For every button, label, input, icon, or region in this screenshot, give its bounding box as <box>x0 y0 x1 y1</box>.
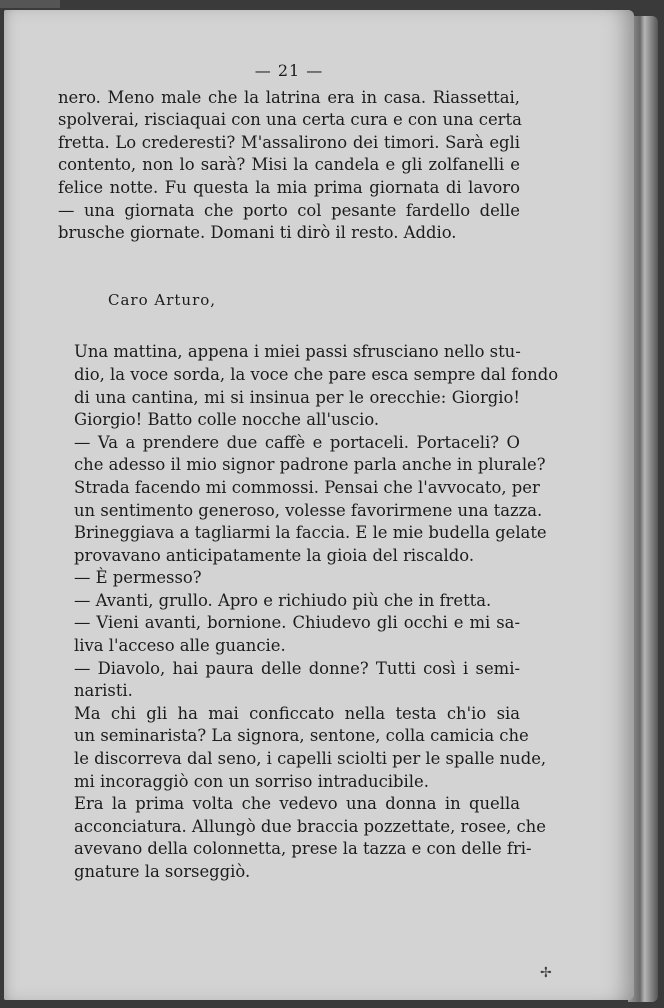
salutation: Caro Arturo, <box>108 290 217 309</box>
page-text <box>58 60 559 884</box>
paragraph <box>58 703 547 793</box>
text-line: fretta. Lo crederesti? M'assalirono dei timori. Sarà egli <box>58 132 520 152</box>
text-line: — una giornata che porto col pesante fardello delle <box>58 200 520 220</box>
text-line: brusche giornate. Domani ti dirò il resto. Addio. <box>58 223 457 243</box>
text-line: Ma chi gli ha mai conficcato nella testa ch'io sia <box>74 703 520 723</box>
text-line: — Avanti, grullo. Apro e richiudo più che in fretta. <box>74 590 492 610</box>
text-line: — È permesso? <box>74 568 202 588</box>
text-line: Era la prima volta che vedevo una donna in quella <box>74 794 520 814</box>
text-line: avevano della colonnetta, prese la tazza e con delle fri- <box>74 839 532 859</box>
paragraph <box>58 590 520 613</box>
paragraph <box>58 567 520 590</box>
text-line: liva l'acceso alle guancie. <box>74 636 286 656</box>
letter-body <box>58 341 559 883</box>
ink-blemish: ✢ <box>540 965 552 981</box>
paragraph <box>58 793 546 883</box>
text-line: nero. Meno male che la latrina era in casa. Riassettai, <box>58 87 520 107</box>
text-line: provavano anticipatamente la gioia del riscaldo. <box>74 545 475 565</box>
paragraph-closing <box>58 87 520 245</box>
text-line: le discorreva dal seno, i capelli sciolti per le spalle nude, <box>74 749 547 769</box>
paragraph <box>58 612 520 657</box>
text-line: Giorgio! Batto colle nocche all'uscio. <box>74 410 380 430</box>
text-line: che adesso il mio signor padrone parla anche in plurale? <box>74 455 546 475</box>
text-line: mi incoraggiò con un sorriso intraducibile. <box>74 771 429 791</box>
page-number: — 21 — <box>254 61 324 80</box>
scan-mark <box>0 0 60 8</box>
text-line: contento, non lo sarà? Misi la candela e gli zolfanelli e <box>58 155 520 175</box>
text-line: un sentimento generoso, volesse favorirmene una tazza. <box>74 500 543 520</box>
text-line: felice notte. Fu questa la mia prima giornata di lavoro <box>58 177 520 197</box>
text-line: naristi. <box>74 681 133 701</box>
text-line: — Diavolo, hai paura delle donne? Tutti così i semi- <box>74 658 520 678</box>
paragraph <box>58 432 547 568</box>
text-line: — Vieni avanti, bornione. Chiudevo gli occhi e mi sa- <box>74 613 520 633</box>
text-line: Brineggiava a tagliarmi la faccia. E le mie budella gelate <box>74 523 547 543</box>
text-line: Una mattina, appena i miei passi sfrusciano nello stu- <box>74 342 521 362</box>
text-line: dio, la voce sorda, la voce che pare esca sempre dal fondo <box>74 364 559 384</box>
paragraph <box>58 658 520 703</box>
text-line: acconciatura. Allungò due braccia pozzettate, rosee, che <box>74 816 546 836</box>
paragraph <box>58 341 559 431</box>
text-line: gnature la sorseggiò. <box>74 862 251 881</box>
text-line: un seminarista? La signora, sentone, colla camicia che <box>74 726 529 746</box>
text-line: Strada facendo mi commossi. Pensai che l'avvocato, per <box>74 477 540 497</box>
text-line: — Va a prendere due caffè e portaceli. Portaceli? O <box>74 432 520 452</box>
text-line: spolverai, risciaquai con una certa cura e con una certa <box>58 110 522 130</box>
text-line: di una cantina, mi si insinua per le orecchie: Giorgio! <box>74 387 520 407</box>
